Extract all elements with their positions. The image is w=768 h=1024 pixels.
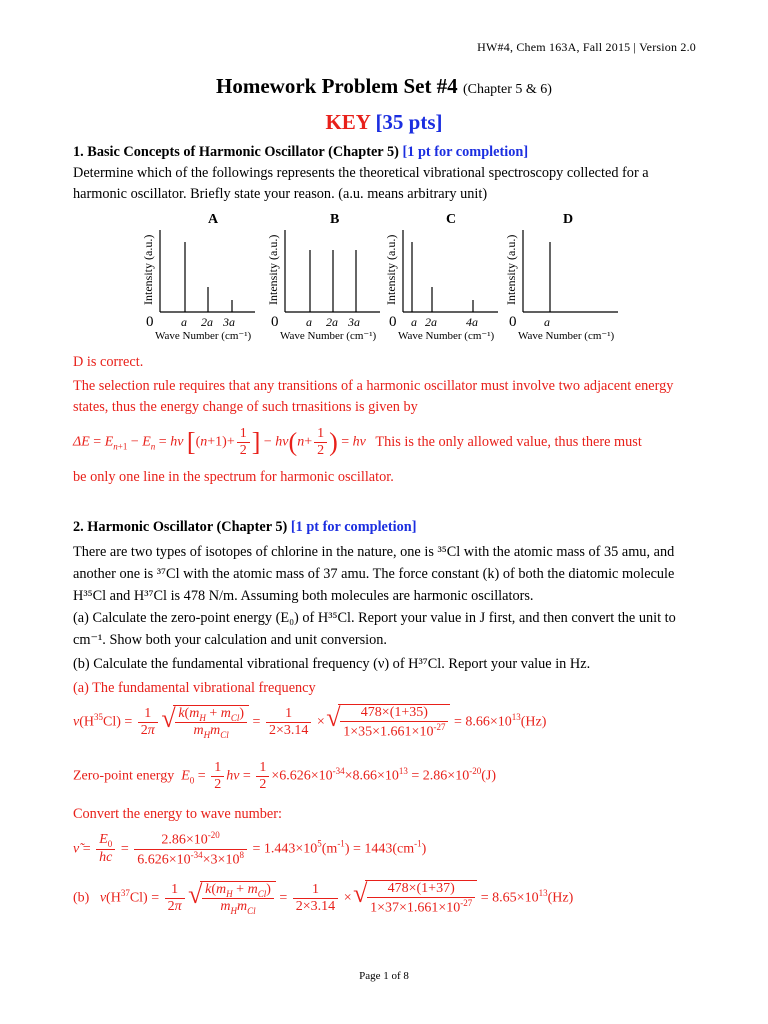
panel-b-tick-1: a — [306, 315, 312, 329]
panel-d-label: D — [563, 212, 574, 227]
panel-a-origin: 0 — [146, 314, 154, 330]
convert-label: Convert the energy to wave number: — [73, 806, 282, 822]
q1-title: 1. Basic Concepts of Harmonic Oscillator (Chapter 5) — [73, 144, 399, 160]
q2-part-b: (b) Calculate the fundamental vibrational frequency (ν) of H³⁷Cl. Report your value in Hz. — [73, 656, 591, 672]
zpe-equation: Zero-point energy $E_0$ = $\frac{1}{2}$ hν = $\frac{1}{2}$ $\times 6.626\times 10^{-34}\times 8.66\times 10^{13} = 2.86\times 10^{-20}(J)$ — [73, 760, 496, 792]
panel-b-ylabel: Intensity (a.u.) — [266, 234, 280, 305]
panel-a-xlabel: Wave Number (cm⁻¹) — [155, 330, 252, 342]
panel-a-ylabel: Intensity (a.u.) — [141, 234, 155, 305]
panel-a-tick-3: 3a — [223, 315, 235, 329]
q2-heading — [73, 517, 698, 538]
q1-explanation: The selection rule requires that any transitions of a harmonic oscillator must involve two adjacent energy states, thus the energy change of such trnasitions is given by — [73, 378, 674, 415]
freq-equation-h37cl: (b) $\nu(H^{37}Cl)$ = $\frac{1}{2\pi}$ √ $\frac{k(m_H + m_{Cl})}{m_Hm_{Cl}}$ = $\frac{1}{2\times 3.14}$ × √ $\frac{478\times(1+37)}{1\times 37\times 1.661\times 10^{-27}}$ = $8.65\times 10^{13}(Hz)$ — [73, 880, 573, 917]
running-header: HW#4, Chem 163A, Fall 2015 | Version 2.0 — [477, 40, 696, 54]
q2-part-a: (a) Calculate the zero-point energy (E₀) of H³⁵Cl. Report your value in J first, and then convert the unit to cm⁻¹. Show both your calculation and unit conversion. — [73, 610, 676, 648]
panel-c — [384, 212, 498, 342]
panel-b-tick-3: 3a — [348, 315, 360, 329]
spectrum-figure — [140, 205, 640, 350]
zpe-label: Zero-point energy — [73, 768, 175, 784]
page-footer: Page 1 of 8 — [359, 970, 409, 982]
panel-c-origin: 0 — [389, 314, 397, 330]
page-title — [0, 74, 768, 99]
key-heading — [0, 110, 768, 135]
q1-points: [1 pt for completion] — [402, 144, 529, 160]
panel-a-tick-2: 2a — [201, 315, 213, 329]
q1-eq-tail: This is the only allowed value, thus there must — [375, 433, 642, 450]
q1-heading — [73, 142, 698, 163]
q1-body: Determine which of the followings represents the theoretical vibrational spectroscopy collected for a harmonic oscillator. Briefly state your reason. (a.u. means arbitrary unit) — [73, 165, 649, 202]
q2-title: 2. Harmonic Oscillator (Chapter 5) — [73, 519, 288, 535]
panel-b-label: B — [330, 212, 340, 227]
q2-points: [1 pt for completion] — [290, 519, 417, 535]
q2-sol-a-label: (a) The fundamental vibrational frequency — [73, 680, 316, 696]
panel-c-xlabel: Wave Number (cm⁻¹) — [398, 330, 495, 342]
panel-b-origin: 0 — [271, 314, 279, 330]
sol-b-label: (b) — [73, 890, 90, 906]
panel-b-tick-2: 2a — [326, 315, 338, 329]
panel-c-label: C — [446, 212, 457, 227]
panel-b-xlabel: Wave Number (cm⁻¹) — [280, 330, 377, 342]
panel-c-ylabel: Intensity (a.u.) — [384, 234, 398, 305]
key-points: [35 pts] — [375, 110, 443, 134]
q1-conclusion: be only one line in the spectrum for harmonic oscillator. — [73, 469, 394, 485]
panel-d-origin: 0 — [509, 314, 517, 330]
panel-c-tick-3: 4a — [466, 315, 478, 329]
panel-a-label: A — [208, 212, 219, 227]
freq-equation-h35cl: $\nu(H^{35}Cl)$ = $\frac{1}{2\pi}$ √ $\frac{k(m_H + m_{Cl})}{m_Hm_{Cl}}$ = $\frac{1}{2\times 3.14}$ × √ $\frac{478\times(1+35)}{1\times 35\times 1.661\times 10^{-27}}$ = $8.66\times 10^{13}(Hz)$ — [73, 704, 546, 741]
q2-intro: There are two types of isotopes of chlorine in the nature, one is ³⁵Cl with the atomic mass of 35 amu, and another one is ³⁷Cl with the atomic mass of 37 amu. The force constant (k) of both the diatomic molecule H³⁵Cl and H³⁷Cl is 478 N/m. Assuming both molecules are harmonic oscillators. — [73, 544, 675, 604]
panel-c-tick-1: a — [411, 315, 417, 329]
panel-d-xlabel: Wave Number (cm⁻¹) — [518, 330, 615, 342]
q1-equation: $\Delta E = E_{n+1} - E_n = h\nu$ [(n+1)+ $\frac{1}{2}$ ] − hν(n+ $\frac{1}{2}$ ) = hν This is the only allowed value, thus there must — [73, 426, 642, 458]
panel-d-tick-1: a — [544, 315, 550, 329]
title-main: Homework Problem Set #4 — [216, 74, 458, 98]
panel-b — [266, 212, 380, 342]
panel-d — [504, 212, 618, 342]
title-sub: (Chapter 5 & 6) — [462, 82, 552, 97]
key-word: KEY — [325, 110, 371, 134]
wavenumber-equation: ν̃ = $\frac{E_0}{hc}$ = $\frac{2.86\times 10^{-20}}{6.626\times 10^{-34}\times 3\times 10^8}$ = $1.443\times 10^5(m^{-1}) = 1443(cm^{-1})$ — [73, 830, 427, 868]
panel-d-ylabel: Intensity (a.u.) — [504, 234, 518, 305]
q1-answer: D is correct. — [73, 354, 144, 370]
panel-c-tick-2: 2a — [425, 315, 437, 329]
panel-a — [141, 212, 255, 342]
panel-a-tick-1: a — [181, 315, 187, 329]
